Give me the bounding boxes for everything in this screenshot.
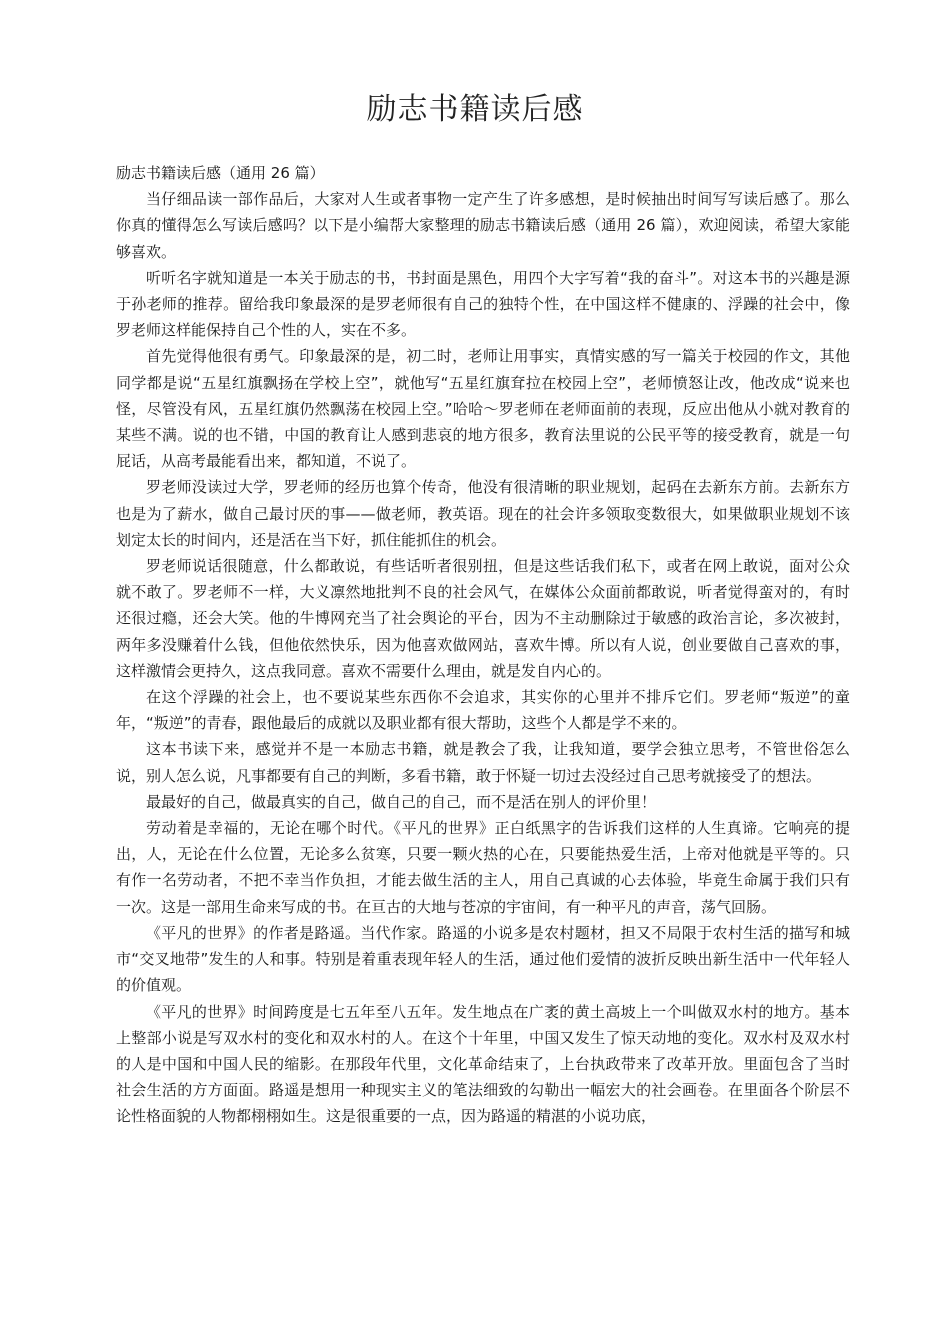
paragraph: 这本书读下来，感觉并不是一本励志书籍，就是教会了我，让我知道，要学会独立思考，不管世俗怎么说，别人怎么说，凡事都要有自己的判断，多看书籍，敢于怀疑一切过去没经过自己思考就接受了的想法。 (116, 740, 850, 785)
paragraph: 最最好的自己，做最真实的自己，做自己的自己，而不是活在别人的评价里！ (146, 792, 657, 811)
paragraph: 在这个浮躁的社会上，也不要说某些东西你不会追求，其实你的心里并不排斥它们。罗老师“叛逆”的童年，“叛逆”的青春，跟他最后的成就以及职业都有很大帮助，这些个人都是学不来的。 (116, 688, 850, 733)
document-subtitle: 励志书籍读后感（通用 26 篇） (116, 164, 325, 182)
paragraph: 首先觉得他很有勇气。印象最深的是，初二时，老师让用事实，真情实感的写一篇关于校园的作文，其他同学都是说“五星红旗飘扬在学校上空”，就他写“五星红旗耷拉在校园上空”，老师愤怒让改，他改成“说来也怪，尽管没有风，五星红旗仍然飘荡在校园上空。”哈哈～罗老师在老师面前的表现，反应出他从小就对教育的某些不满。说的也不错，中国的教育让人感到悲哀的地方很多，教育法里说的公民平等的接受教育，就是一句屁话，从高考最能看出来，都知道，不说了。 (116, 347, 850, 471)
paragraph: 罗老师说话很随意，什么都敢说，有些话听者很别扭，但是这些话我们私下，或者在网上敢说，面对公众就不敢了。罗老师不一样，大义凛然地批判不良的社会风气，在媒体公众面前都敢说，听者觉得蛮对的，有时还很过瘾，还会大笑。他的牛博网充当了社会舆论的平台，因为不主动删除过于敏感的政治言论，多次被封，两年多没赚着什么钱，但他依然快乐，因为他喜欢做网站，喜欢牛博。所以有人说，创业要做自己喜欢的事，这样激情会更持久，这点我同意。喜欢不需要什么理由，就是发自内心的。 (116, 557, 850, 680)
paragraph: 劳动着是幸福的，无论在哪个时代。《平凡的世界》正白纸黑字的告诉我们这样的人生真谛。它响亮的提出，人，无论在什么位置，无论多么贫寒，只要一颗火热的心在，只要能热爱生活，上帝对他就是平等的。只有作一名劳动者，不把不幸当作负担，才能去做生活的主人，用自己真诚的心去体验，毕竟生命属于我们只有一次。这是一部用生命来写成的书。在亘古的大地与苍凉的宇宙间，有一种平凡的声音，荡气回肠。 (116, 819, 850, 916)
paragraph: 当仔细品读一部作品后，大家对人生或者事物一定产生了许多感想，是时候抽出时间写写读后感了。那么你真的懂得怎么写读后感吗？以下是小编帮大家整理的励志书籍读后感（通用 26 篇），欢迎阅读，希望大家能够喜欢。 (116, 190, 850, 261)
document-title: 励志书籍读后感 (366, 92, 584, 127)
paragraph: 听听名字就知道是一本关于励志的书，书封面是黑色，用四个大字写着“我的奋斗”。对这本书的兴趣是源于孙老师的推荐。留给我印象最深的是罗老师很有自己的独特个性，在中国这样不健康的、浮躁的社会中，像罗老师这样能保持自己个性的人，实在不多。 (116, 268, 850, 340)
document-body (116, 160, 850, 1130)
paragraph: 《平凡的世界》时间跨度是七五年至八五年。发生地点在广袤的黄土高坡上一个叫做双水村的地方。基本上整部小说是写双水村的变化和双水村的人。在这个十年里，中国又发生了惊天动地的变化。双水村及双水村的人是中国和中国人民的缩影。在那段年代里，文化革命结束了，上台执政带来了改革开放。里面包含了当时社会生活的方方面面。路遥是想用一种现实主义的笔法细致的勾勒出一幅宏大的社会画卷。在里面各个阶层不论性格面貌的人物都栩栩如生。这是很重要的一点，因为路遥的精湛的小说功底， (116, 1002, 850, 1126)
paragraph: 《平凡的世界》的作者是路遥。当代作家。路遥的小说多是农村题材，担又不局限于农村生活的描写和城市“交叉地带”发生的人和事。特别是着重表现年轻人的生活，通过他们爱情的波折反映出新生活中一代年轻人的价值观。 (116, 923, 850, 995)
paragraph: 罗老师没读过大学，罗老师的经历也算个传奇，他没有很清晰的职业规划，起码在去新东方前。去新东方也是为了薪水，做自己最讨厌的事——做老师，教英语。现在的社会许多领取变数很大，如果做职业规划不该划定太长的时间内，还是活在当下好，抓住能抓住的机会。 (116, 478, 850, 549)
